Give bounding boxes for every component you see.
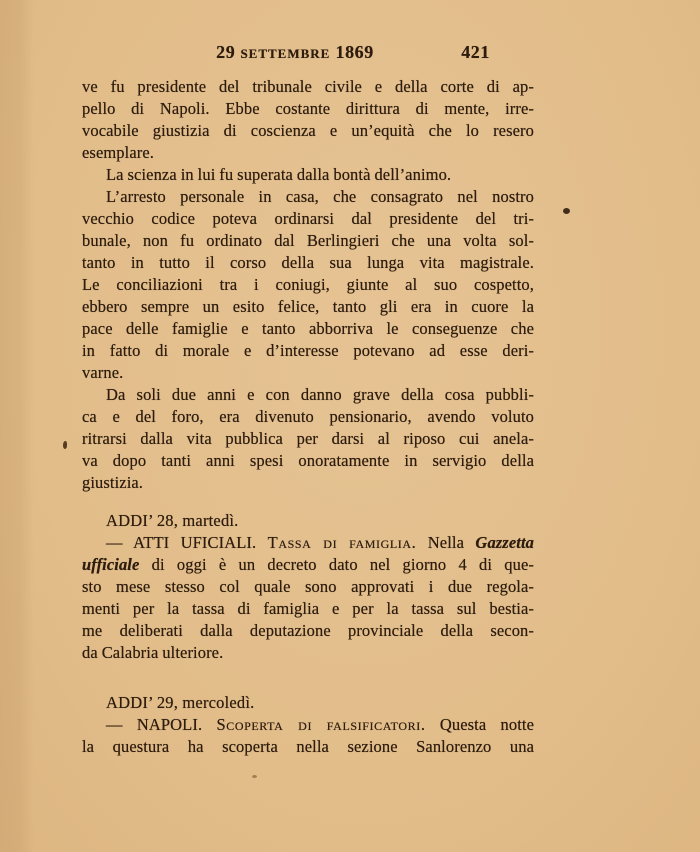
text-segment: esemplare. [82, 143, 155, 162]
text-line [82, 620, 534, 642]
text-segment: — NAPOLI. [106, 715, 217, 734]
text-segment: ufficiale [82, 555, 140, 574]
text-segment: bunale, non fu ordinato dal Berlingieri che una volta sol- [82, 231, 534, 250]
speck-bottom [252, 775, 257, 778]
text-segment: sto mese stesso col quale sono approvati i due regola- [82, 577, 534, 596]
text-line [82, 208, 534, 230]
text-line [82, 186, 534, 208]
text-line [82, 598, 534, 620]
text-segment: ritrarsi dalla vita pubblica per darsi al riposo cui anela- [82, 429, 534, 448]
ink-dot-right-margin [563, 208, 570, 214]
text-segment: da Calabria ulteriore. [82, 643, 224, 662]
paragraph-arresto-personale [82, 186, 534, 384]
text-segment: giustizia. [82, 473, 144, 492]
text-line [82, 428, 534, 450]
text-line [82, 296, 534, 318]
text-line [82, 714, 534, 736]
text-line [82, 554, 534, 576]
text-line [82, 406, 534, 428]
text-line [82, 576, 534, 598]
text-segment: me deliberati dalla deputazione provinciale della secon- [82, 621, 534, 640]
text-line [82, 274, 534, 296]
text-line [82, 164, 534, 186]
paragraph-napoli-falsificatori [82, 714, 534, 758]
text-segment: pace delle famiglie e tanto abborriva le conseguenze che [82, 319, 534, 338]
text-segment: di oggi è un decreto dato nel giorno 4 di que- [139, 555, 534, 574]
text-line [82, 230, 534, 252]
text-segment: menti per la tassa di famiglia e per la tassa sul bestia- [82, 599, 534, 618]
text-segment: Gazzetta [475, 533, 534, 552]
header-date-year: 1869 [335, 42, 374, 62]
paragraph-la-scienza [82, 164, 534, 186]
text-segment: va dopo tanti anni spesi onoratamente in servigio della [82, 451, 534, 470]
text-segment: ca e del foro, era divenuto pensionario, avendo voluto [82, 407, 534, 426]
text-line [82, 318, 534, 340]
paragraph-atti-uficiali [82, 532, 534, 664]
text-segment: vecchio codice poteva ordinarsi dal presidente del tri- [82, 209, 534, 228]
text-line [82, 120, 534, 142]
page-number: 421 [461, 42, 490, 62]
text-line [82, 642, 534, 664]
text-segment: Questa notte [425, 715, 535, 734]
text-segment: ve fu presidente del tribunale civile e della corte di ap- [82, 77, 534, 96]
text-segment: — ATTI UFICIALI. [106, 533, 268, 552]
text-line [82, 252, 534, 274]
text-segment: Tassa di famiglia. [267, 533, 417, 552]
text-segment: L’arresto personale in casa, che consagrato nel nostro [106, 187, 534, 206]
text-line [82, 362, 534, 384]
text-segment: ebbero sempre un esito felice, tanto gli era in cuore la [82, 297, 534, 316]
text-line [82, 142, 534, 164]
entry-heading-addi-29: ADDI’ 29, mercoledì. [106, 693, 255, 712]
text-segment: pello di Napoli. Ebbe costante dirittura di mente, irre- [82, 99, 534, 118]
text-line [82, 384, 534, 406]
text-line [82, 532, 534, 554]
header-date-month: settembre [240, 42, 331, 62]
text-segment: vocabile giustizia di coscienza e un’equità che lo resero [82, 121, 534, 140]
text-segment: Scoperta di falsificatori. [216, 715, 426, 734]
header-date-day: 29 [216, 42, 236, 62]
text-segment: Le conciliazioni tra i coniugi, giunte al suo cospetto, [82, 275, 534, 294]
text-line [82, 736, 534, 758]
text-column [82, 76, 534, 758]
text-line [82, 472, 534, 494]
text-line [82, 76, 534, 98]
entry-heading-addi-28: ADDI’ 28, martedì. [106, 511, 239, 530]
text-segment: tanto in tutto il corso della sua lunga vita magistrale. [82, 253, 534, 272]
apostrophe-mark-left-margin [63, 441, 67, 449]
text-line [82, 450, 534, 472]
text-segment: Nella [416, 533, 476, 552]
text-line [82, 98, 534, 120]
text-segment: Da soli due anni e con danno grave della cosa pubbli- [106, 385, 534, 404]
text-segment: in fatto di morale e d’interesse potevano ad esse deri- [82, 341, 534, 360]
paragraph-continuation [82, 76, 534, 164]
text-segment: La scienza in lui fu superata dalla bontà dell’animo. [106, 165, 452, 184]
text-segment: varne. [82, 363, 124, 382]
paragraph-da-soli-due-anni [82, 384, 534, 494]
text-segment: la questura ha scoperta nella sezione Sanlorenzo una [82, 737, 534, 756]
page-header [82, 42, 534, 64]
text-line [82, 340, 534, 362]
